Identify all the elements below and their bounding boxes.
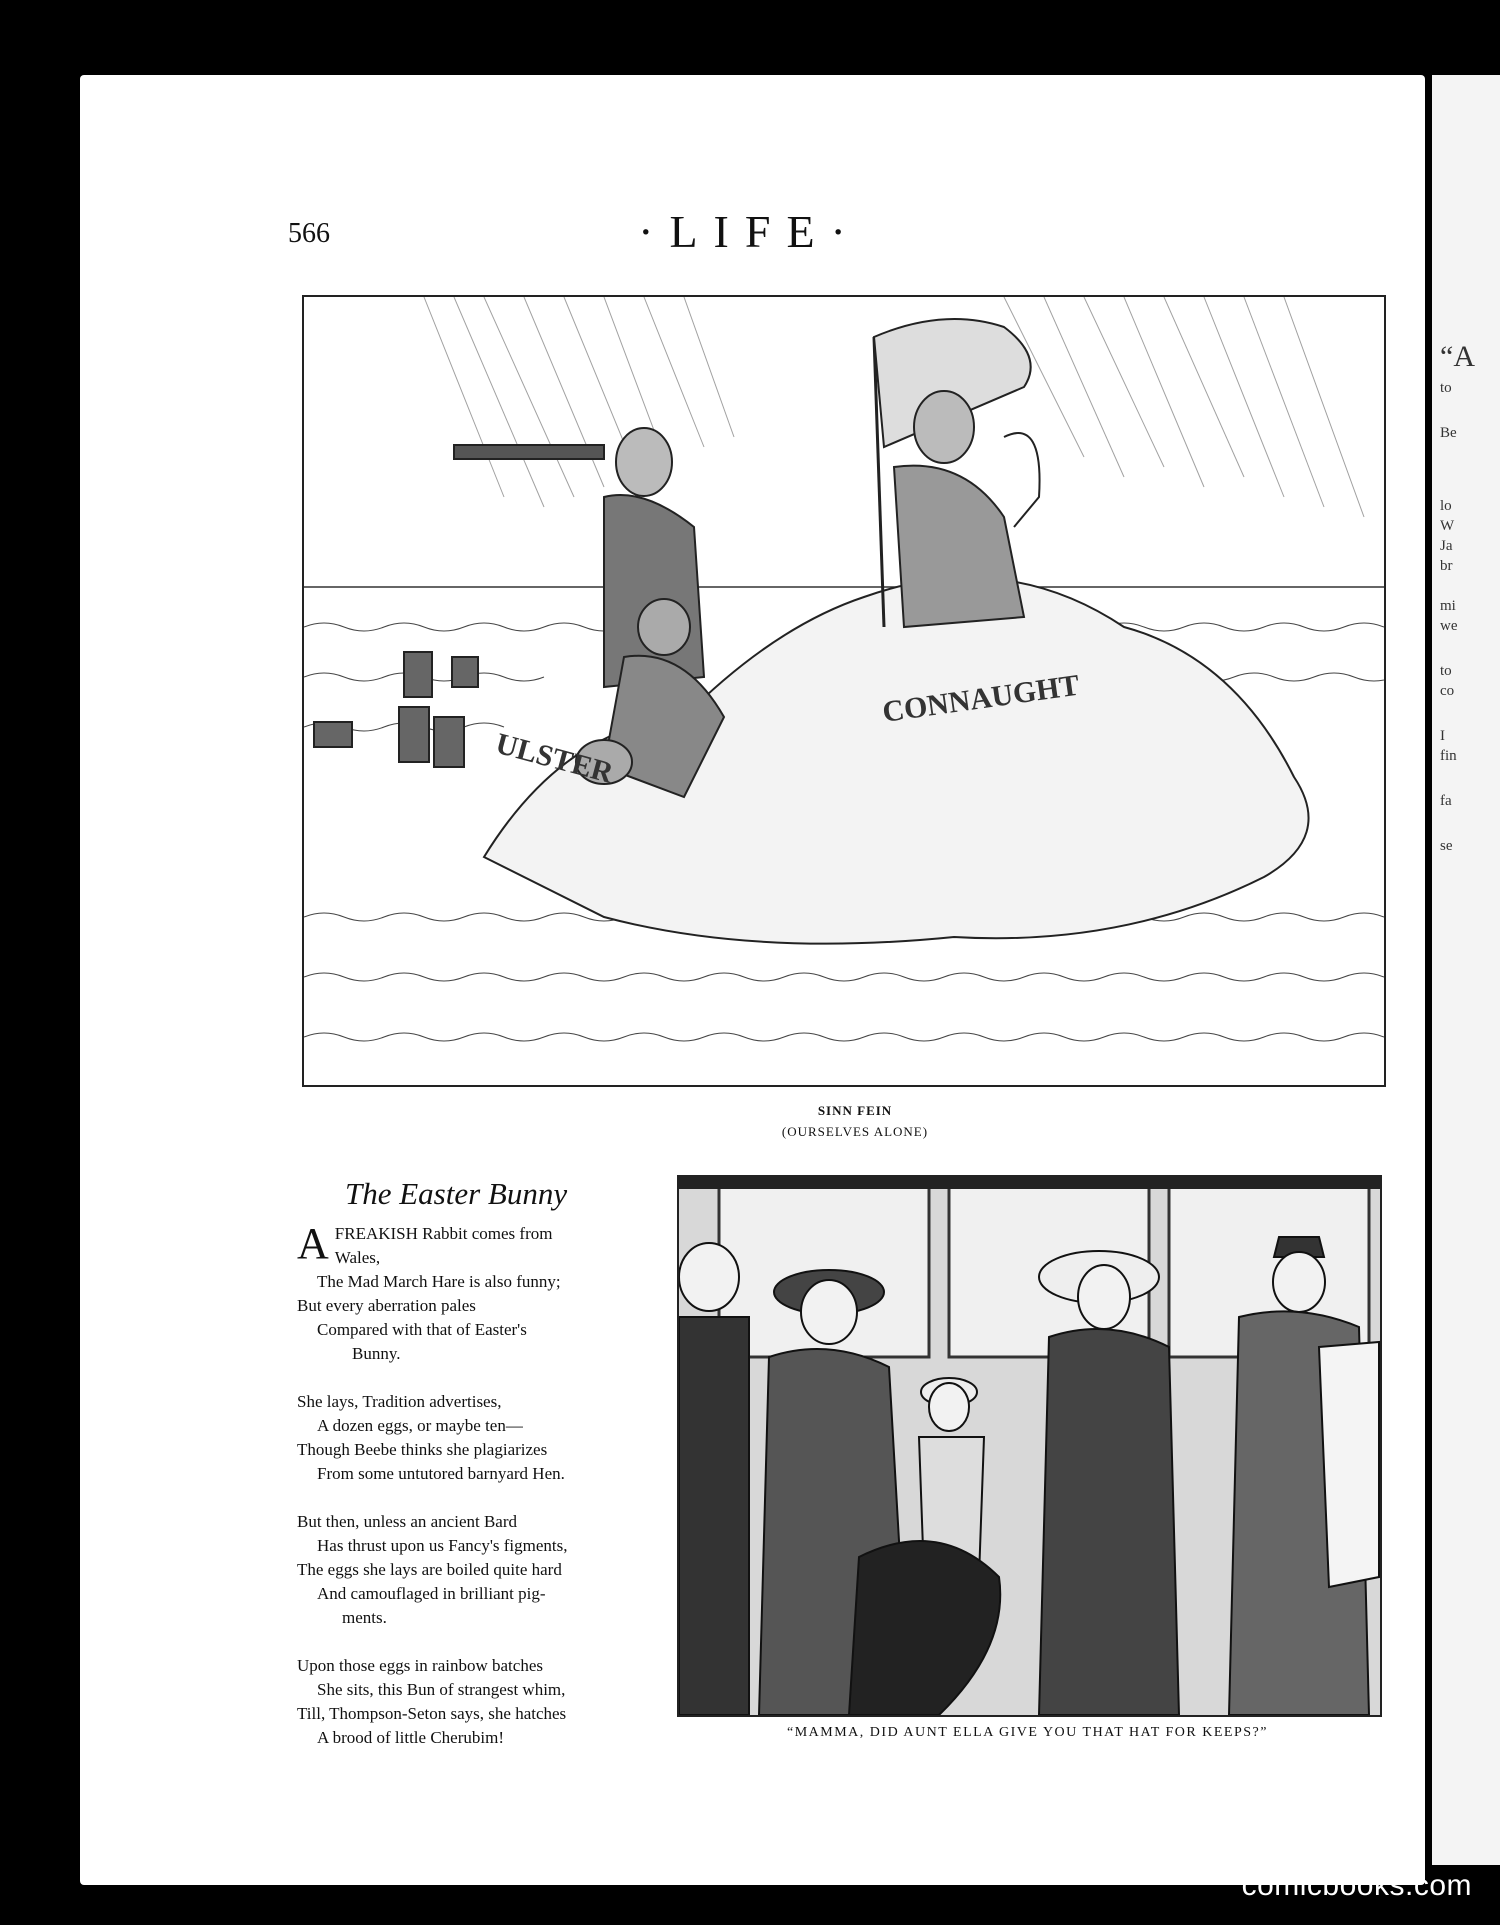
adjacent-fragment: se bbox=[1440, 838, 1453, 854]
poem-line: Till, Thompson-Seton says, she hatches bbox=[297, 1704, 567, 1723]
top-cartoon-caption bbox=[730, 1100, 980, 1142]
poem-line: Wales, bbox=[334, 1248, 381, 1267]
poem-line: The eggs she lays are boiled quite hard bbox=[297, 1560, 562, 1579]
poem-line: She lays, Tradition advertises, bbox=[297, 1392, 502, 1411]
poem-line: But then, unless an ancient Bard bbox=[297, 1512, 518, 1531]
poem-line: FREAKISH Rabbit comes from bbox=[334, 1224, 553, 1243]
adjacent-fragment: to bbox=[1440, 663, 1452, 679]
poem-line: A dozen eggs, or maybe ten— bbox=[317, 1416, 523, 1435]
magazine-masthead: ·LIFE· bbox=[638, 206, 862, 257]
page-number: 566 bbox=[288, 218, 330, 249]
adjacent-fragment: we bbox=[1440, 618, 1458, 634]
streetcar-illustration bbox=[679, 1177, 1380, 1715]
poem-line: But every aberration pales bbox=[297, 1296, 476, 1315]
adjacent-fragment: fa bbox=[1440, 793, 1452, 809]
watermark: comicbooks.com bbox=[1241, 1869, 1472, 1902]
poem-line: Though Beebe thinks she plagiarizes bbox=[297, 1440, 548, 1459]
poem-line: Compared with that of Easter's bbox=[317, 1320, 527, 1339]
poem-line: She sits, this Bun of strangest whim, bbox=[317, 1680, 566, 1699]
poem-title: The Easter Bunny bbox=[345, 1176, 568, 1211]
poem-line: Bunny. bbox=[352, 1344, 401, 1363]
adjacent-fragment: Be bbox=[1440, 425, 1457, 441]
adjacent-fragment: I bbox=[1440, 728, 1445, 744]
adjacent-fragment: to bbox=[1440, 380, 1452, 396]
adjacent-fragment: fin bbox=[1440, 748, 1457, 764]
adjacent-fragment: mi bbox=[1440, 598, 1456, 614]
poem-body bbox=[297, 1219, 642, 1750]
adjacent-fragment: br bbox=[1440, 558, 1453, 574]
poem-line: From some untutored barnyard Hen. bbox=[317, 1464, 565, 1483]
adjacent-fragment: Ja bbox=[1440, 538, 1453, 554]
poem-line: The Mad March Hare is also funny; bbox=[317, 1272, 561, 1291]
bottom-cartoon-caption: “MAMMA, DID AUNT ELLA GIVE YOU THAT HAT FOR KEEPS?” bbox=[787, 1725, 1268, 1740]
connaught-label: CONNAUGHT bbox=[880, 668, 1082, 729]
poem-dropcap: A bbox=[297, 1219, 329, 1268]
ulster-label: ULSTER bbox=[492, 726, 617, 790]
adjacent-fragment: lo bbox=[1440, 498, 1452, 514]
streetcar-cartoon bbox=[677, 1175, 1382, 1717]
poem-line: Upon those eggs in rainbow batches bbox=[297, 1656, 543, 1675]
adjacent-fragment: W bbox=[1440, 518, 1455, 534]
caption-subtitle: (OURSELVES ALONE) bbox=[781, 1124, 929, 1139]
sinn-fein-cartoon bbox=[302, 295, 1386, 1087]
cartoon-illustration bbox=[304, 297, 1384, 1085]
adjacent-fragment: co bbox=[1440, 683, 1455, 699]
caption-title: SINN FEIN bbox=[817, 1103, 893, 1118]
poem-line: ments. bbox=[342, 1608, 387, 1627]
adjacent-page-edge bbox=[1432, 75, 1500, 1865]
poem-line: A brood of little Cherubim! bbox=[317, 1728, 504, 1747]
adjacent-fragment: “A bbox=[1440, 340, 1475, 373]
poem-line: Has thrust upon us Fancy's figments, bbox=[317, 1536, 568, 1555]
poem-line: And camouflaged in brilliant pig- bbox=[317, 1584, 546, 1603]
